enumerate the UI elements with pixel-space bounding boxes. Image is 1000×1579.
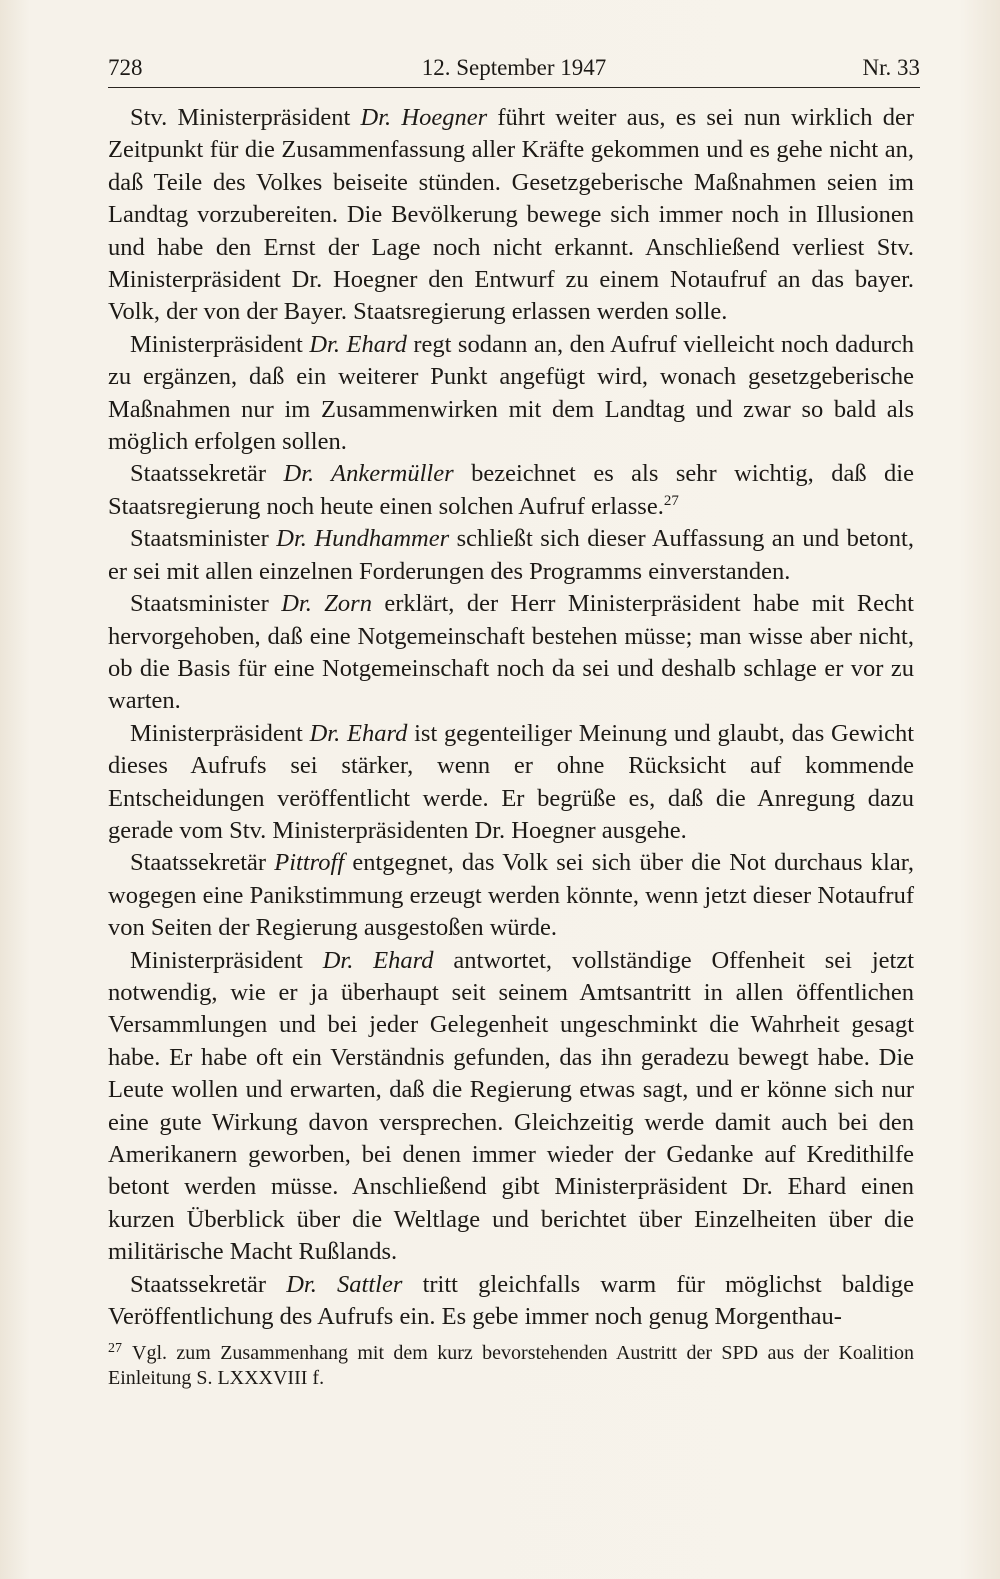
footnote-text: Vgl. zum Zusammenhang mit dem kurz bevorstehenden Austritt der SPD aus der Koalition Einleitung S. LXXXVIII f.: [108, 1342, 914, 1389]
running-head: [108, 48, 920, 88]
header-date: 12. September 1947: [421, 55, 607, 80]
speaker-name: Dr. Hundhammer: [276, 525, 450, 553]
paragraph: Stv. Ministerpräsident Dr. Hoegner führt weiter aus, es sei nun wirklich der Zeitpunkt für die Zusammenfassung aller Kräfte gekommen und es gehe nicht an, daß Teile des Volkes beiseite stünden. Gesetzgeberische Maßnahmen seien im Landtag vorzubereiten. Die Bevölkerung bewege sich immer noch in Illusionen und habe den Ernst der Lage noch nicht erkannt. Anschließend verliest Stv. Ministerpräsident Dr. Hoegner den Entwurf zu einem Notaufruf an das bayer. Volk, der von der Bayer. Staatsregierung erlassen werden solle.: [108, 104, 914, 326]
speaker-name: Dr. Zorn: [281, 590, 372, 618]
paragraph: Ministerpräsident Dr. Ehard antwortet, vollständige Offenheit sei jetzt notwendig, wie er ja überhaupt seit seinem Amtsantritt in allen öffentlichen Versammlungen und bei jeder Gelegenheit ungeschminkt die Wahrheit gesagt habe. Er habe oft ein Verständnis gefunden, das ihn geradezu bewegt habe. Die Leute wollen und erwarten, daß die Regierung etwas sagt, und er könne sich nur eine gute Wirkung davon versprechen. Gleichzeitig werde damit auch bei den Amerikanern geworben, bei denen immer wieder der Gedanke auf Kredithilfe betont werden müsse. Anschließend gibt Ministerpräsident Dr. Ehard einen kurzen Überblick über die Weltlage und berichtet über Einzelheiten über die militärische Macht Rußlands.: [108, 946, 915, 1266]
body-text: [108, 102, 914, 1333]
paragraph: Ministerpräsident Dr. Ehard ist gegenteiliger Meinung und glaubt, das Gewicht dieses Aufrufs sei stärker, wenn er ohne Rücksicht auf kommende Entscheidungen veröffentlicht werde. Er begrüße es, daß die Anregung dazu gerade vom Stv. Ministerpräsidenten Dr. Hoegner ausgehe.: [108, 719, 914, 844]
paragraph: Staatssekretär Dr. Sattler tritt gleichfalls warm für möglichst baldige Veröffentlichung des Aufrufs ein. Es gebe immer noch genug Morgenthau-: [108, 1270, 914, 1331]
page-number: 728: [108, 55, 143, 80]
speaker-name: Dr. Hoegner: [360, 104, 488, 131]
footnote-mark: 27: [108, 1341, 122, 1356]
footnote-reference: 27: [663, 492, 679, 509]
speaker-name: Pittroff: [274, 849, 345, 877]
paragraph: Staatsminister Dr. Zorn erklärt, der Herr Ministerpräsident habe mit Recht hervorgehoben, daß eine Notgemeinschaft bestehen müsse; man wisse aber nicht, ob die Basis für eine Notgemeinschaft noch da sei und deshalb schlage er vor zu warten.: [108, 590, 914, 715]
footnote: [108, 1336, 914, 1391]
paragraph: Staatssekretär Dr. Ankermüller bezeichnet es als sehr wichtig, daß die Staatsregierung noch heute einen solchen Aufruf erlasse.$^{27}$: [108, 460, 914, 520]
paragraph: Staatsminister Dr. Hundhammer schließt sich dieser Auffassung an und betont, er sei mit allen einzelnen Forderungen des Programms einverstanden.: [108, 525, 914, 585]
speaker-name: Dr. Sattler: [286, 1270, 403, 1298]
header-rule: [108, 87, 920, 88]
issue-number: Nr. 33: [862, 55, 920, 80]
speaker-name: Dr. Ehard: [309, 719, 408, 747]
paragraph: Ministerpräsident Dr. Ehard regt sodann an, den Aufruf vielleicht noch dadurch zu ergänzen, daß ein weiterer Punkt angefügt wird, wonach gesetzgeberische Maßnahmen nur im Zusammenwirken mit dem Landtag und zwar so bald als möglich erfolgen sollen.: [108, 330, 914, 456]
paragraph: Staatssekretär Pittroff entgegnet, das Volk sei sich über die Not durchaus klar, wogegen eine Panikstimmung erzeugt werden könnte, wenn jetzt dieser Notaufruf von Seiten der Regierung ausgestoßen würde.: [108, 849, 914, 942]
speaker-name: Dr. Ehard: [309, 330, 407, 358]
speaker-name: Dr. Ehard: [322, 946, 434, 974]
speaker-name: Dr. Ankermüller: [283, 460, 454, 488]
